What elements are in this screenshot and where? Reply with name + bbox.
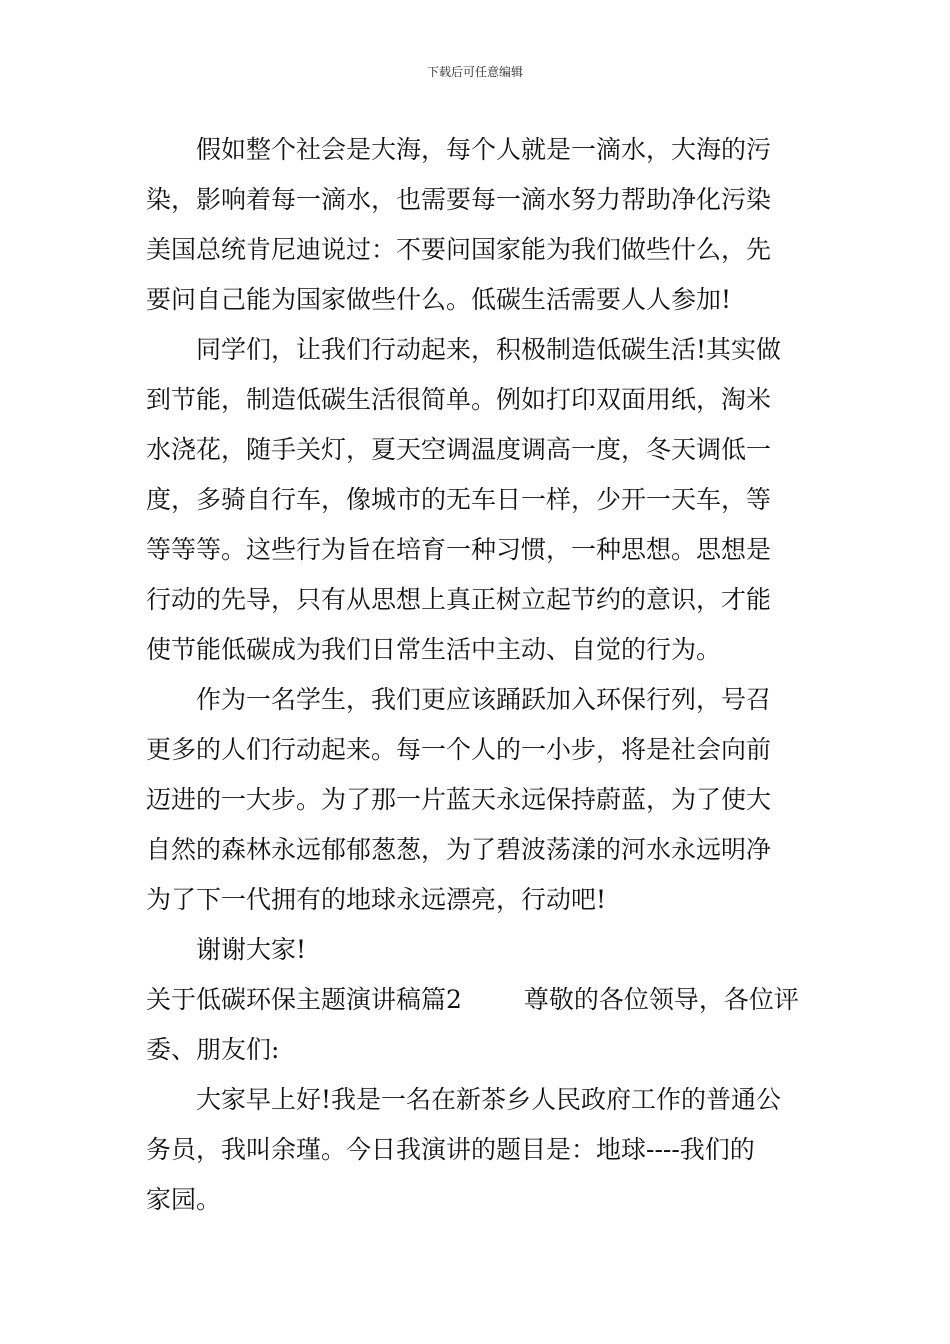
paragraph-line: 假如整个社会是大海，每个人就是一滴水，大海的污	[196, 135, 772, 164]
page-header: 下载后可任意编辑	[426, 65, 523, 79]
salutation: 尊敬的各位领导，各位评	[523, 985, 799, 1014]
paragraph-line: 同学们，让我们行动起来，积极制造低碳生活!其实做	[196, 335, 782, 364]
paragraph-line: 美国总统肯尼迪说过：不要问国家能为我们做些什么，先	[146, 235, 772, 264]
paragraph-line: 作为一名学生，我们更应该踊跃加入环保行列，号召	[196, 685, 772, 714]
paragraph-line: 委、朋友们:	[146, 1035, 280, 1064]
paragraph-line: 为了下一代拥有的地球永远漂亮，行动吧!	[146, 885, 607, 914]
paragraph-line: 等等等。这些行为旨在培育一种习惯，一种思想。思想是	[146, 535, 772, 564]
paragraph-line: 使节能低碳成为我们日常生活中主动、自觉的行为。	[146, 635, 722, 664]
paragraph-line: 更多的人们行动起来。每一个人的一小步，将是社会向前	[146, 735, 772, 764]
paragraph-line: 务员，我叫余瑾。今日我演讲的题目是：地球----我们的	[146, 1135, 755, 1164]
paragraph-line: 迈进的一大步。为了那一片蓝天永远保持蔚蓝，为了使大	[146, 785, 772, 814]
paragraph-line: 染，影响着每一滴水，也需要每一滴水努力帮助净化污染	[146, 185, 772, 214]
paragraph-line: 到节能，制造低碳生活很简单。例如打印双面用纸，淘米	[146, 385, 772, 414]
paragraph-line: 行动的先导，只有从思想上真正树立起节约的意识，才能	[146, 585, 772, 614]
paragraph-line: 度，多骑自行车，像城市的无车日一样，少开一天车，等	[146, 485, 772, 514]
section-title: 关于低碳环保主题演讲稿篇2	[146, 985, 462, 1014]
paragraph-line: 要问自己能为国家做些什么。低碳生活需要人人参加!	[146, 285, 732, 314]
paragraph-line: 家园。	[146, 1185, 222, 1214]
closing-line: 谢谢大家!	[196, 935, 307, 964]
paragraph-line: 自然的森林永远郁郁葱葱，为了碧波荡漾的河水永远明净	[146, 835, 772, 864]
document-body	[146, 125, 806, 1225]
paragraph-line: 大家早上好!我是一名在新茶乡人民政府工作的普通公	[196, 1085, 782, 1114]
paragraph-line: 水浇花，随手关灯，夏天空调温度调高一度，冬天调低一	[146, 435, 772, 464]
section-heading-line	[146, 975, 806, 1025]
